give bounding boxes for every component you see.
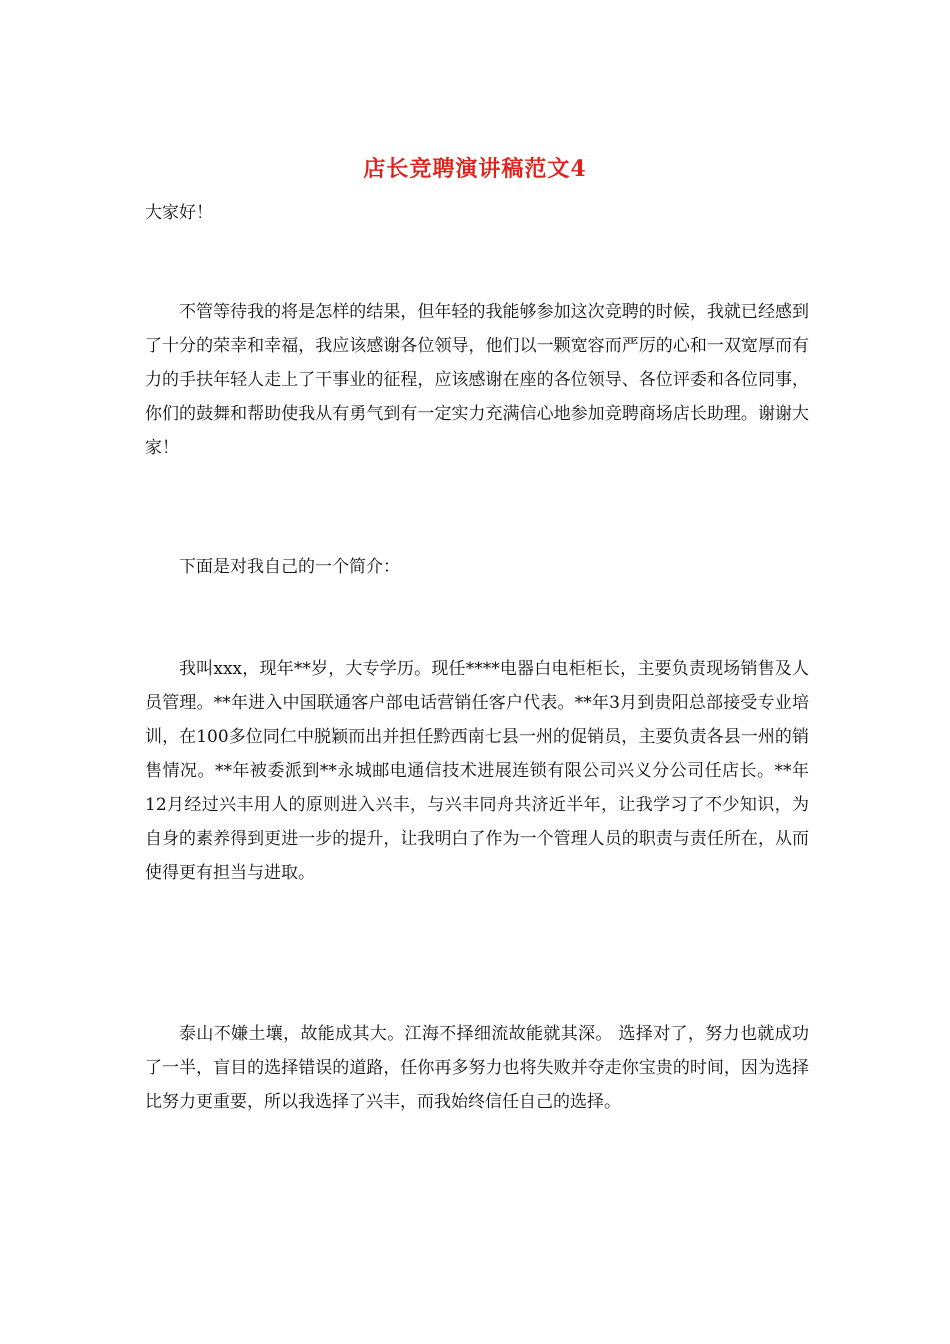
paragraph-intro-lead: 下面是对我自己的一个简介：	[179, 557, 400, 577]
paragraph-gratitude: 不管等待我的将是怎样的结果，但年轻的我能够参加这次竞聘的时候，我就已经感到了十分的荣幸和幸福，我应该感谢各位领导，他们以一颗宽容而严厉的心和一双宽厚而有力的手扶年轻人走上了干事业的征程，应该感谢在座的各位领导、各位评委和各位同事，你们的鼓舞和帮助使我从有勇气到有一定实力充满信心地参加竞聘商场店长助理。谢谢大家！	[145, 302, 809, 458]
paragraph-self-introduction: 我叫xxx，现年**岁，大专学历。现任****电器白电柜柜长，主要负责现场销售及人员管理。**年进入中国联通客户部电话营销任客户代表。**年3月到贵阳总部接受专业培训，在100多位同仁中脱颖而出并担任黔西南七县一州的促销员，主要负责各县一州的销售情况。**年被委派到**永城邮电通信技术进展连锁有限公司兴义分公司任店长。**年12月经过兴丰用人的原则进入兴丰，与兴丰同舟共济近半年，让我学习了不少知识，为自身的素养得到更进一步的提升，让我明白了作为一个管理人员的职责与责任所在，从而使得更有担当与进取。	[145, 659, 809, 883]
paragraph-choice: 泰山不嫌土壤，故能成其大。江海不择细流故能就其深。 选择对了，努力也就成功了一半，盲目的选择错误的道路，任你再多努力也将失败并夺走你宝贵的时间，因为选择比努力更重要，所以我选择了兴丰，而我始终信任自己的选择。	[145, 1024, 809, 1112]
greeting-text: 大家好！	[145, 203, 213, 223]
document-title: 店长竞聘演讲稿范文4	[363, 156, 587, 182]
